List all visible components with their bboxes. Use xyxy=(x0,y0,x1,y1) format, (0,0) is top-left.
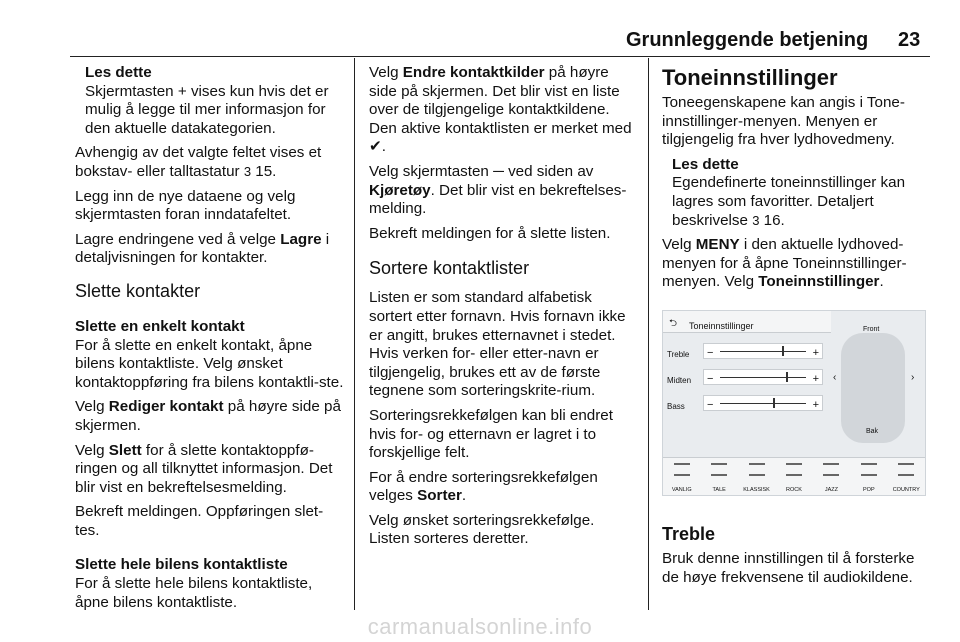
paragraph: Bruk denne innstillingen til å forsterke de høye frekvensene til audiokildene. xyxy=(662,549,915,586)
chevron-right-icon: › xyxy=(911,371,915,383)
paragraph: Bekreft meldingen. Oppføringen slet-tes. xyxy=(75,503,324,539)
keyword-endre-kontaktkilder: Endre kontaktkilder xyxy=(402,64,545,81)
paragraph: Bekreft meldingen for å slette listen. xyxy=(369,224,611,242)
equalizer-icon xyxy=(749,463,765,476)
paragraph: For å slette en enkelt kontakt, åpne bilens kontaktliste. Velg ønsket kontaktoppføring fra bilens kontaktli-ste. xyxy=(75,336,344,391)
column-divider-2 xyxy=(648,58,649,610)
screenshot-title: Toneinnstillinger xyxy=(689,320,754,331)
paragraph: For å endre sorteringsrekkefølgen velges Sorter. xyxy=(369,468,598,505)
header-title: Grunnleggende betjening xyxy=(626,29,869,51)
plus-icon[interactable]: + xyxy=(812,372,819,385)
section-heading: Slette kontakter xyxy=(75,280,201,301)
equalizer-icon xyxy=(823,463,839,476)
back-arrow-icon: ⮌ xyxy=(669,317,678,329)
preset-button[interactable] xyxy=(663,458,700,495)
note-title: Les dette xyxy=(672,155,739,173)
note-box xyxy=(75,64,345,138)
slider-knob[interactable] xyxy=(786,372,788,382)
paragraph: Velg Endre kontaktkilder på høyre side på skjermen. Det blir vist en liste over de tilgjengelige kontaktkildene. Den aktive kontaktlisten er merket med ✔. xyxy=(369,64,632,156)
paragraph: Velg MENY i den aktuelle lydhoved-menyen for å åpne Toneinnstillinger-menyen. Velg Toneinnstillinger. xyxy=(662,236,907,291)
equalizer-icon xyxy=(861,463,877,476)
paragraph: Toneegenskapene kan angis i Tone-innstillinger-menyen. Menyen er tilgjengelig fra hver lydhovedmeny. xyxy=(662,94,905,149)
keyword-toneinnstillinger: Toneinnstillinger xyxy=(758,273,880,291)
preset-button[interactable] xyxy=(775,458,812,495)
column-3 xyxy=(662,64,930,593)
column-2 xyxy=(369,64,634,555)
header-rule xyxy=(70,56,930,57)
tone-slider[interactable] xyxy=(703,369,823,385)
equalizer-icon xyxy=(674,463,690,476)
checkmark-icon: ✔ xyxy=(369,138,382,156)
paragraph: Listen er som standard alfabetisk sortert etter fornavn. Hvis fornavn ikke er angitt, brukes etternavnet i stedet. Hvis verken for- eller etter-navn er tilgjengelig, brukes ett av de første tegnene som sorteringskrite-rium. xyxy=(369,289,626,400)
subsection-heading: Slette hele bilens kontaktliste xyxy=(75,556,288,574)
preset-button[interactable] xyxy=(888,458,925,495)
paragraph: Lagre endringene ved å velge Lagre i detaljvisningen for kontakter. xyxy=(75,230,330,267)
preset-label: VANLIG xyxy=(671,486,692,493)
preset-button[interactable] xyxy=(813,458,850,495)
tone-row-label: Midten xyxy=(667,375,692,385)
column-1 xyxy=(75,64,345,618)
keyword-lagre: Lagre xyxy=(280,230,322,248)
watermark: carmanualsonline.info xyxy=(367,614,593,639)
note-text: Skjermtasten xyxy=(85,82,178,100)
page-ref-arrow-icon: 3 xyxy=(243,163,252,179)
plus-icon[interactable]: + xyxy=(812,346,819,359)
section-heading: Treble xyxy=(662,523,716,544)
equalizer-icon xyxy=(711,463,727,476)
section-heading: Sortere kontaktlister xyxy=(369,258,530,279)
paragraph: Legg inn de nye dataene og velg skjermtasten foran inndatafeltet. xyxy=(75,187,296,224)
keyword-sorter: Sorter xyxy=(417,487,462,505)
minus-icon[interactable]: − xyxy=(707,372,714,385)
slider-knob[interactable] xyxy=(773,398,775,408)
preset-label: COUNTRY xyxy=(892,486,920,493)
preset-label: KLASSISK xyxy=(743,486,770,493)
equalizer-icon xyxy=(898,463,914,476)
note-box: Les dette Egendefinerte toneinnstillinger kan lagres som favoritter. Detaljert beskrivelse 3 16. xyxy=(662,156,930,230)
tone-row-label: Bass xyxy=(667,401,685,411)
slider-knob[interactable] xyxy=(782,346,784,356)
page-ref-arrow-icon: 3 xyxy=(752,212,760,228)
paragraph: Velg ønsket sorteringsrekkefølge. Listen sorteres deretter. xyxy=(369,511,595,548)
tone-slider[interactable] xyxy=(703,395,823,411)
tone-row-label: Treble xyxy=(667,349,690,359)
preset-button[interactable] xyxy=(700,458,737,495)
minus-icon[interactable]: − xyxy=(707,346,714,359)
minus-icon[interactable]: − xyxy=(707,398,714,411)
paragraph: Sorteringsrekkefølgen kan bli endret hvis for- og etternavn er lagret i to forskjellige felt. xyxy=(369,406,613,462)
paragraph: Velg Slett for å slette kontaktoppfø-ringen og all tilknyttet informasjon. Det blir vist en bekreftelsesmelding. xyxy=(75,441,333,496)
preset-bar xyxy=(663,457,925,495)
slider-track xyxy=(720,351,806,352)
preset-label: JAZZ xyxy=(824,486,838,493)
tone-slider[interactable] xyxy=(703,343,823,359)
note-text-cont: vises kun hvis det er mulig å legge til mer informasjon for den aktuelle datakategorien. xyxy=(85,82,329,137)
main-heading: Toneinnstillinger xyxy=(662,65,838,90)
page-number: 23 xyxy=(898,29,921,51)
preset-label: TALE xyxy=(712,486,726,493)
tone-settings-screenshot xyxy=(662,310,926,496)
keyword-rediger-kontakt: Rediger kontakt xyxy=(108,398,224,416)
minus-icon: ─ xyxy=(493,162,504,180)
note-title: Les dette xyxy=(85,64,152,81)
page-header xyxy=(0,0,960,56)
slider-track xyxy=(720,377,806,378)
front-label: Front xyxy=(863,325,880,333)
paragraph: Avhengig av det valgte feltet vises et bokstav- eller talltastatur 3 15. xyxy=(75,144,322,180)
keyword-kjoretoy: Kjøretøy xyxy=(369,181,431,199)
keyword-slett: Slett xyxy=(108,441,142,459)
plus-icon[interactable]: + xyxy=(812,398,819,411)
keyword-meny: MENY xyxy=(695,236,740,254)
preset-label: POP xyxy=(863,486,875,493)
chevron-left-icon: ‹ xyxy=(833,371,837,383)
preset-label: ROCK xyxy=(786,486,802,493)
paragraph: For å slette hele bilens kontaktliste, åpne bilens kontaktliste. xyxy=(75,575,313,611)
preset-button[interactable] xyxy=(738,458,775,495)
rear-label: Bak xyxy=(866,427,879,435)
plus-icon: + xyxy=(177,82,187,100)
slider-track xyxy=(720,403,806,404)
preset-button[interactable] xyxy=(850,458,887,495)
paragraph: Velg skjermtasten ─ ved siden av Kjøretøy. Det blir vist en bekreftelses-melding. xyxy=(369,162,627,218)
subsection-heading: Slette en enkelt kontakt xyxy=(75,317,245,335)
screenshot-title-bar xyxy=(663,311,831,333)
column-divider-1 xyxy=(354,58,355,610)
equalizer-icon xyxy=(786,463,802,476)
paragraph: Velg Rediger kontakt på høyre side på skjermen. xyxy=(75,398,341,434)
